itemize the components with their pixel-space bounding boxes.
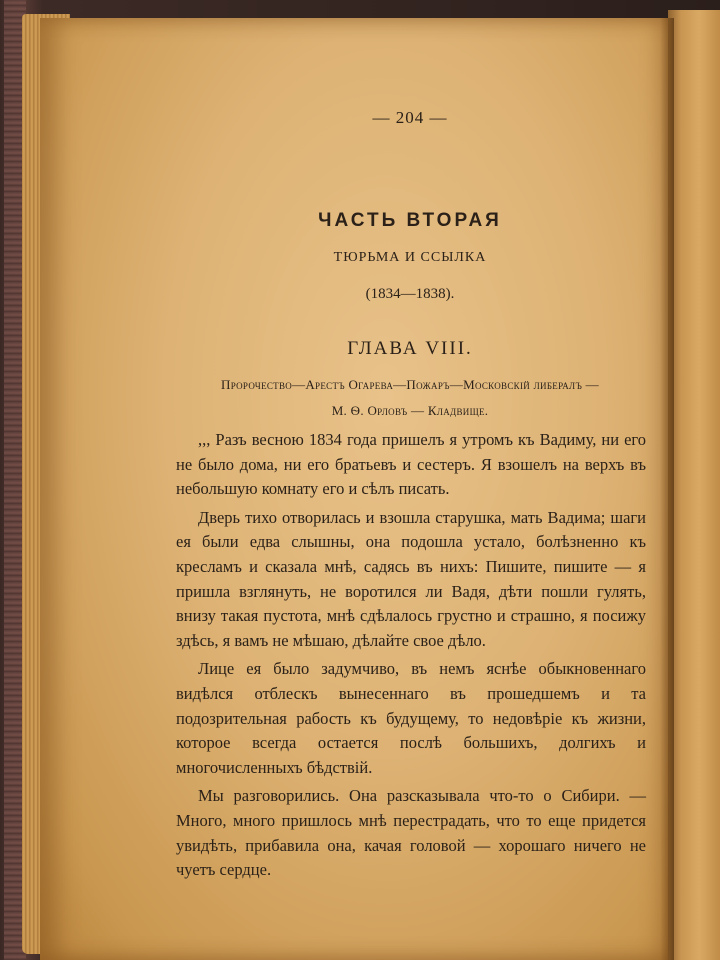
paragraph: Мы разговорились. Она разсказывала что-то о Сибири. — Много, много пришлось мнѣ перестрадать, что то еще придется увидѣть, прибавила она, качая головой — хорошаго ничего не чуетъ сердце. [176,786,646,880]
part-title: ЧАСТЬ ВТОРАЯ [318,210,502,231]
paragraph: ,,, Разъ весною 1834 года пришелъ я утромъ къ Вадиму, ни его не было дома, ни его братьевъ и сестеръ. Я взошелъ на верхъ въ небольшую комнату его и сѣлъ писать. [176,430,646,499]
chapter-title: ГЛАВА VIII. [347,338,473,359]
facing-page-edge [668,10,720,960]
chapter-summary [170,372,650,424]
part-subtitle: ТЮРЬМА И ССЫЛКА [333,250,487,265]
book-page [40,18,668,960]
page-number: — 204 — [372,108,448,127]
chapter-summary-line: М. Ѳ. Орловъ — Кладвище. [331,403,489,418]
chapter-summary-line: Пророчество—Арестъ Огарева—Пожаръ—Московскій либералъ — [221,377,599,392]
page-gutter-shadow [660,18,674,960]
body-text [176,428,646,887]
paragraph: Лице ея было задумчиво, въ немъ яснѣе обыкновеннаго видѣлся отблескъ вынесеннаго въ прошедшемъ и та подозрительная рабость къ будущему, то недовѣріе къ жизни, которое всегда остается послѣ большихъ, долгихъ и многочисленныхъ бѣдствій. [176,659,646,777]
years: (1834—1838). [365,286,455,302]
paragraph: Дверь тихо отворилась и взошла старушка, мать Вадима; шаги ея были едва слышны, она подошла устало, болѣзненно къ кресламъ и сказала мнѣ, садясь въ нихъ: Пишите, пишите — я пришла взглянуть, не воротился ли Вадя, дѣти пошли гулять, внизу такая пустота, мнѣ сдѣлалось грустно и страшно, я посижу здѣсь, я вамъ не мѣшаю, дѣлайте свое дѣло. [176,507,646,650]
